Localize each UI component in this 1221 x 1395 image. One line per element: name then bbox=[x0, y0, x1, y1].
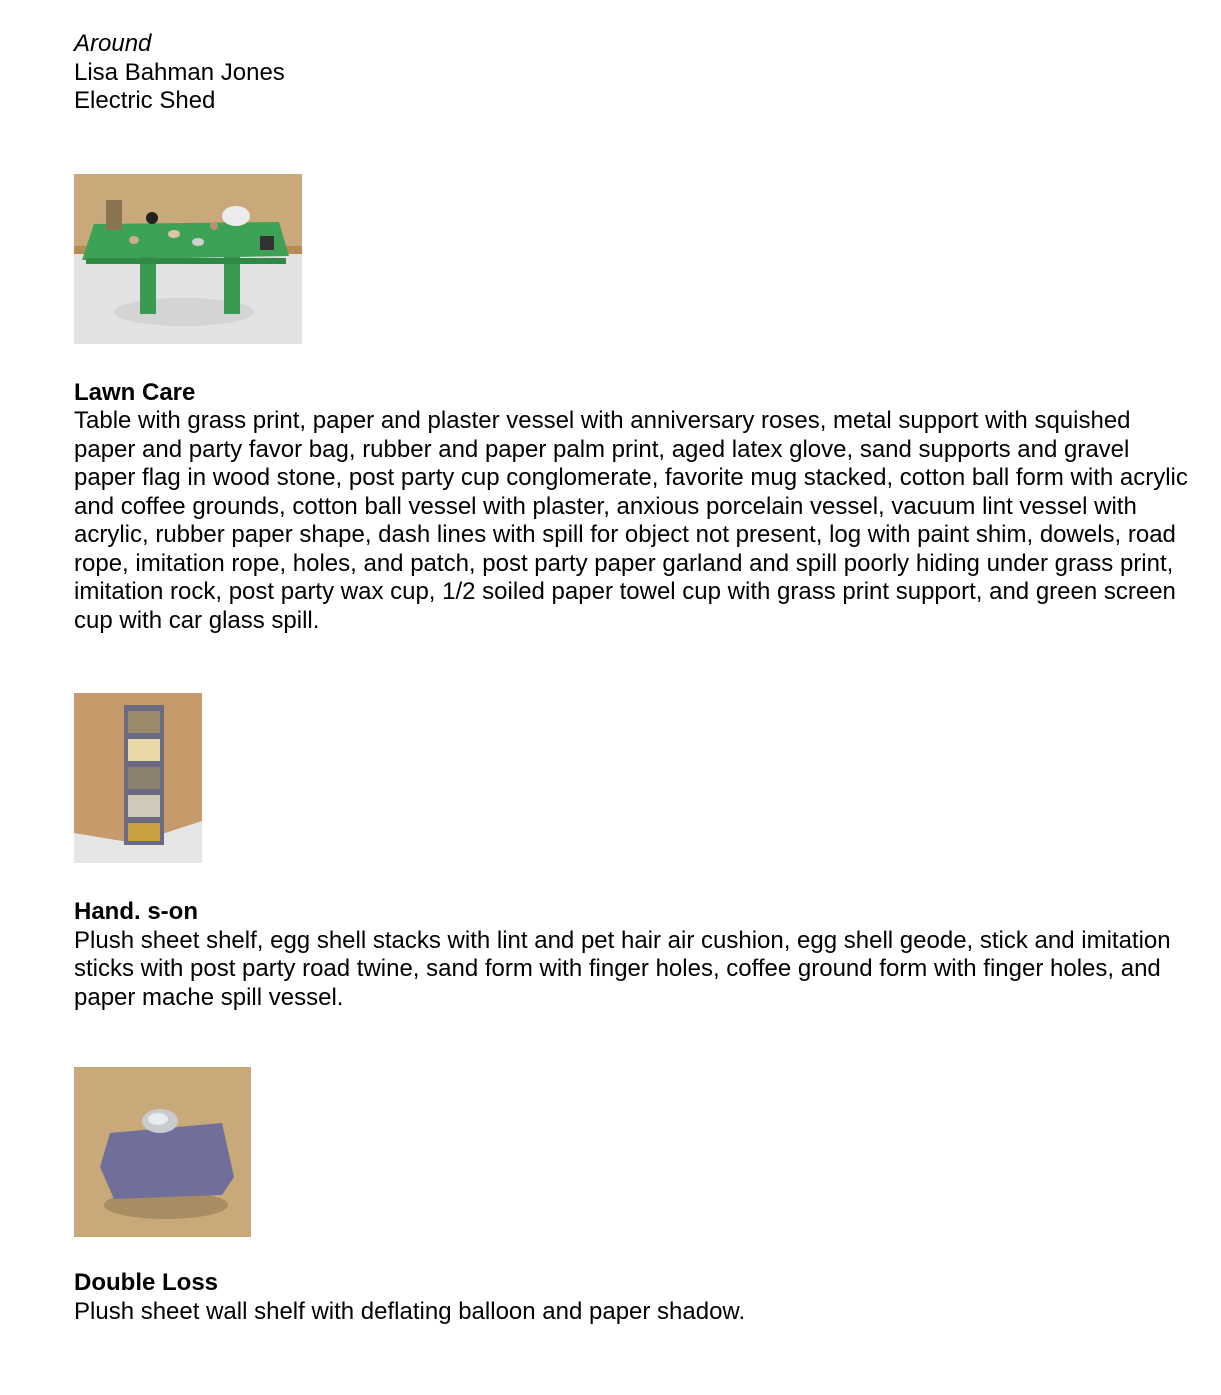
artwork-hand-s-on bbox=[74, 693, 1194, 1012]
venue-name: Electric Shed bbox=[74, 87, 216, 114]
artwork-description: Plush sheet wall shelf with deflating balloon and paper shadow. bbox=[74, 1297, 746, 1325]
artwork-title: Double Loss bbox=[74, 1269, 219, 1296]
lawn-care-photo bbox=[74, 174, 302, 344]
artwork-title: Lawn Care bbox=[74, 378, 196, 406]
artist-name: Lisa Bahman Jones bbox=[74, 58, 285, 86]
artwork-title: Hand. s-on bbox=[74, 898, 198, 925]
artwork-description: Table with grass print, paper and plaster vessel with anniversary roses, metal support with squished paper and party favor bag, rubber and paper palm print, aged latex glove, sand supports and gravel paper flag in wood stone, post party cup conglomerate, favorite mug stacked, cotton ball form with acrylic and coffee grounds, cotton ball vessel with plaster, anxious porcelain vessel, vacuum lint vessel with acrylic, rubber paper shape, dash lines with spill for object not present, log with paint shim, dowels, road rope, imitation rope, holes, and patch, post party paper garland and spill poorly hiding under grass print, imitation rock, post party wax cup, 1/2 soiled paper towel cup with grass print support, and green screen cup with car glass spill. bbox=[74, 407, 1188, 634]
document-page bbox=[74, 30, 1194, 1326]
artwork-description: Plush sheet shelf, egg shell stacks with lint and pet hair air cushion, egg shell geode, stick and imitation sticks with post party road twine, sand form with finger holes, coffee ground form with finger holes, and paper mache spill vessel. bbox=[74, 926, 1171, 1011]
artwork-lawn-care bbox=[74, 174, 1194, 636]
double-loss-photo bbox=[74, 1067, 251, 1237]
exhibition-title: Around bbox=[74, 30, 152, 57]
hand-s-on-photo bbox=[74, 693, 202, 863]
artwork-double-loss bbox=[74, 1067, 1194, 1326]
